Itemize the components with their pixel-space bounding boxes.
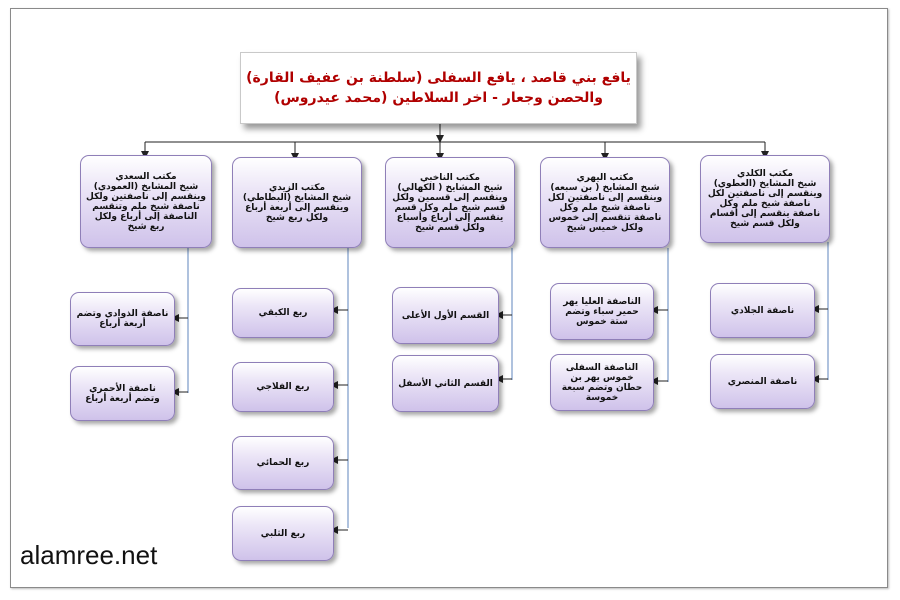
child-label: ربع الثلبي	[260, 528, 306, 539]
office-desc: شيخ المشايخ ( بن سبعه) وينقسم إلى ناصفتين لكل ناصفة شيخ ملم وكل ناصفة تنقسم إلى خموس ولكل خميس شيخ	[547, 182, 663, 233]
child-box-yahri-1	[550, 283, 654, 340]
child-label: ناصفة المنصري	[727, 376, 798, 387]
child-label: ناصفة الذوادي وتضم أربعة أرباع	[76, 309, 169, 329]
office-box-saadi	[80, 155, 212, 248]
child-box-zaidi-3	[232, 436, 334, 490]
office-title: مكتب الناخبي	[420, 172, 480, 183]
title-box	[240, 52, 637, 124]
child-label: القسم الثاني الأسفل	[398, 378, 493, 389]
title-line-1: يافع بني قاصد ، يافع السفلى (سلطنة بن عفيف القارة)	[246, 70, 631, 86]
office-box-kaladi	[700, 155, 830, 243]
child-box-saadi-2	[70, 366, 175, 421]
child-label: ناصفة الأحمري وتضم أربعة أرباع	[85, 383, 160, 404]
office-desc: شيخ المشايخ ( الكهالي) وينقسم إلى قسمين ولكل قسم شيخ ملم وكل قسم ينقسم إلى أرباع وأسباع ولكل قسم شيخ	[392, 182, 508, 233]
child-box-nakhbi-2	[392, 355, 499, 412]
office-title: مكتب اليهري	[576, 172, 634, 183]
child-box-saadi-1	[70, 292, 175, 346]
office-title: مكتب الكلدي	[737, 169, 793, 179]
child-box-zaidi-1	[232, 288, 334, 338]
child-box-yahri-2	[550, 354, 654, 411]
office-box-nakhbi	[385, 157, 515, 248]
office-title: مكتب السعدي	[115, 171, 177, 182]
office-desc: شيخ المشايخ (العطوي) وينقسم إلى ناصفتين لكل ناصفة شيخ ملم وكل ناصفة ينقسم إلى أقسام ولكل قسم شيخ	[707, 179, 823, 229]
child-box-zaidi-4	[232, 506, 334, 561]
child-box-kaladi-2	[710, 354, 815, 409]
office-box-zaidi	[232, 157, 362, 248]
office-title: مكتب الزيدي	[268, 182, 326, 193]
office-desc: شيخ المشايخ (البطاطي) وينقسم إلى أربعة أرباع ولكل ربع شيخ	[242, 192, 352, 223]
child-label: ناصفة الجلادي	[730, 305, 795, 316]
child-label: ربع الفلاجي	[256, 382, 310, 392]
child-label: الناصفة السفلى خموس يهر بن حطان وتضم سبعة خموسة	[561, 362, 643, 403]
child-box-kaladi-1	[710, 283, 815, 338]
office-desc: شيخ المشايخ (العمودي) وينقسم إلى ناصفتين ولكل ناصفة شيخ ملم وتنقسم الناصفة إلى أرباع ولكل ربع شيخ	[86, 181, 206, 232]
office-box-yahri	[540, 157, 670, 248]
title-line-2: والحصن وجعار - اخر السلاطين (محمد عيدروس)	[274, 90, 603, 106]
watermark-text: alamree.net	[20, 540, 158, 570]
child-label: الناصفة العليا يهر حمير سباء وتضم ستة خموس	[563, 296, 641, 327]
child-label: ربع الكبقي	[258, 308, 308, 318]
child-box-zaidi-2	[232, 362, 334, 412]
child-label: ربع الحمائي	[256, 458, 310, 468]
child-box-nakhbi-1	[392, 287, 499, 344]
child-label: القسم الأول الأعلى	[401, 310, 490, 321]
